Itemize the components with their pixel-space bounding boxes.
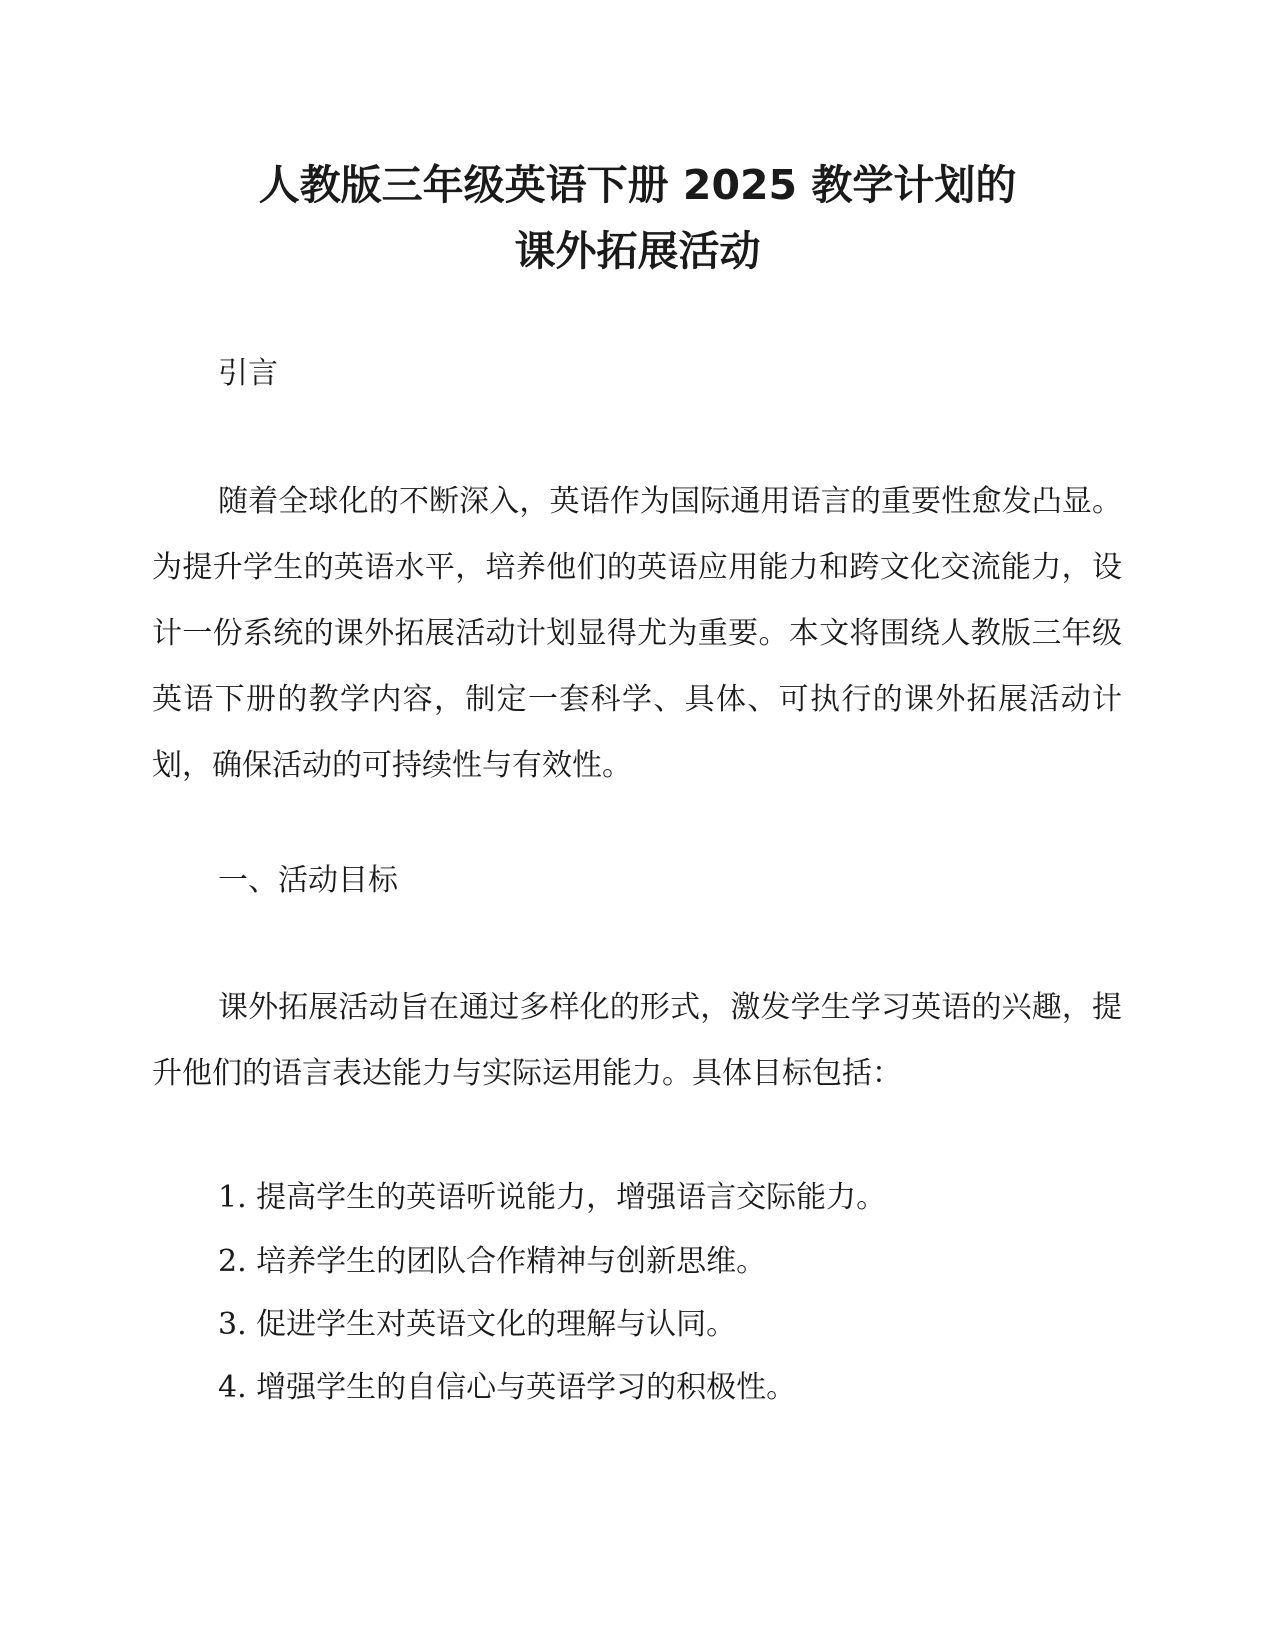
section-1-paragraph: 课外拓展活动旨在通过多样化的形式，激发学生学习英语的兴趣，提升他们的语言表达能力与实际运用能力。具体目标包括： <box>152 990 1122 1091</box>
title-line-1: 人教版三年级英语下册 2025 教学计划的 <box>258 161 1017 209</box>
goal-list-item-1: 1. 提高学生的英语听说能力，增强语言交际能力。 <box>218 1180 887 1215</box>
document-title <box>150 152 1125 284</box>
intro-heading: 引言 <box>218 356 278 391</box>
goal-list-item-3: 3. 促进学生对英语文化的理解与认同。 <box>218 1307 737 1342</box>
goal-list-item-2: 2. 培养学生的团队合作精神与创新思维。 <box>218 1244 767 1279</box>
goal-list-item-4: 4. 增强学生的自信心与英语学习的积极性。 <box>218 1370 797 1405</box>
intro-paragraph: 随着全球化的不断深入，英语作为国际通用语言的重要性愈发凸显。为提升学生的英语水平，培养他们的英语应用能力和跨文化交流能力，设计一份系统的课外拓展活动计划显得尤为重要。本文将围绕人教版三年级英语下册的教学内容，制定一套科学、具体、可执行的课外拓展活动计划，确保活动的可持续性与有效性。 <box>152 484 1122 783</box>
title-line-2: 课外拓展活动 <box>514 227 761 275</box>
section-1-heading: 一、活动目标 <box>218 863 398 898</box>
